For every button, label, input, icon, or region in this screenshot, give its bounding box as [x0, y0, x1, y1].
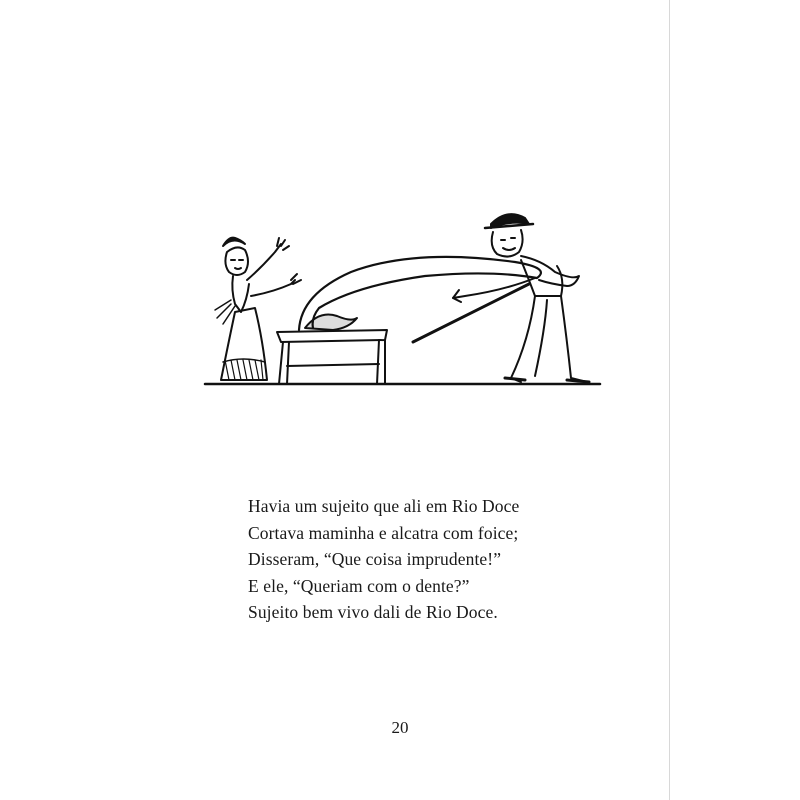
poem-line: Sujeito bem vivo dali de Rio Doce.	[248, 602, 498, 622]
facing-page-edge	[670, 0, 800, 800]
poem-line: E ele, “Queriam com o dente?”	[248, 575, 470, 596]
table	[277, 315, 387, 385]
scythe-handle	[413, 284, 529, 342]
poem-line: Disseram, “Que coisa imprudente!”	[248, 549, 502, 569]
page-number: 20	[391, 718, 409, 737]
poem-line: Havia um sujeito que ali em Rio Doce	[248, 496, 520, 516]
limerick	[248, 493, 519, 626]
illustration	[195, 200, 605, 395]
man-figure	[413, 214, 589, 382]
poem-line: Cortava maminha e alcatra com foice;	[248, 522, 519, 543]
